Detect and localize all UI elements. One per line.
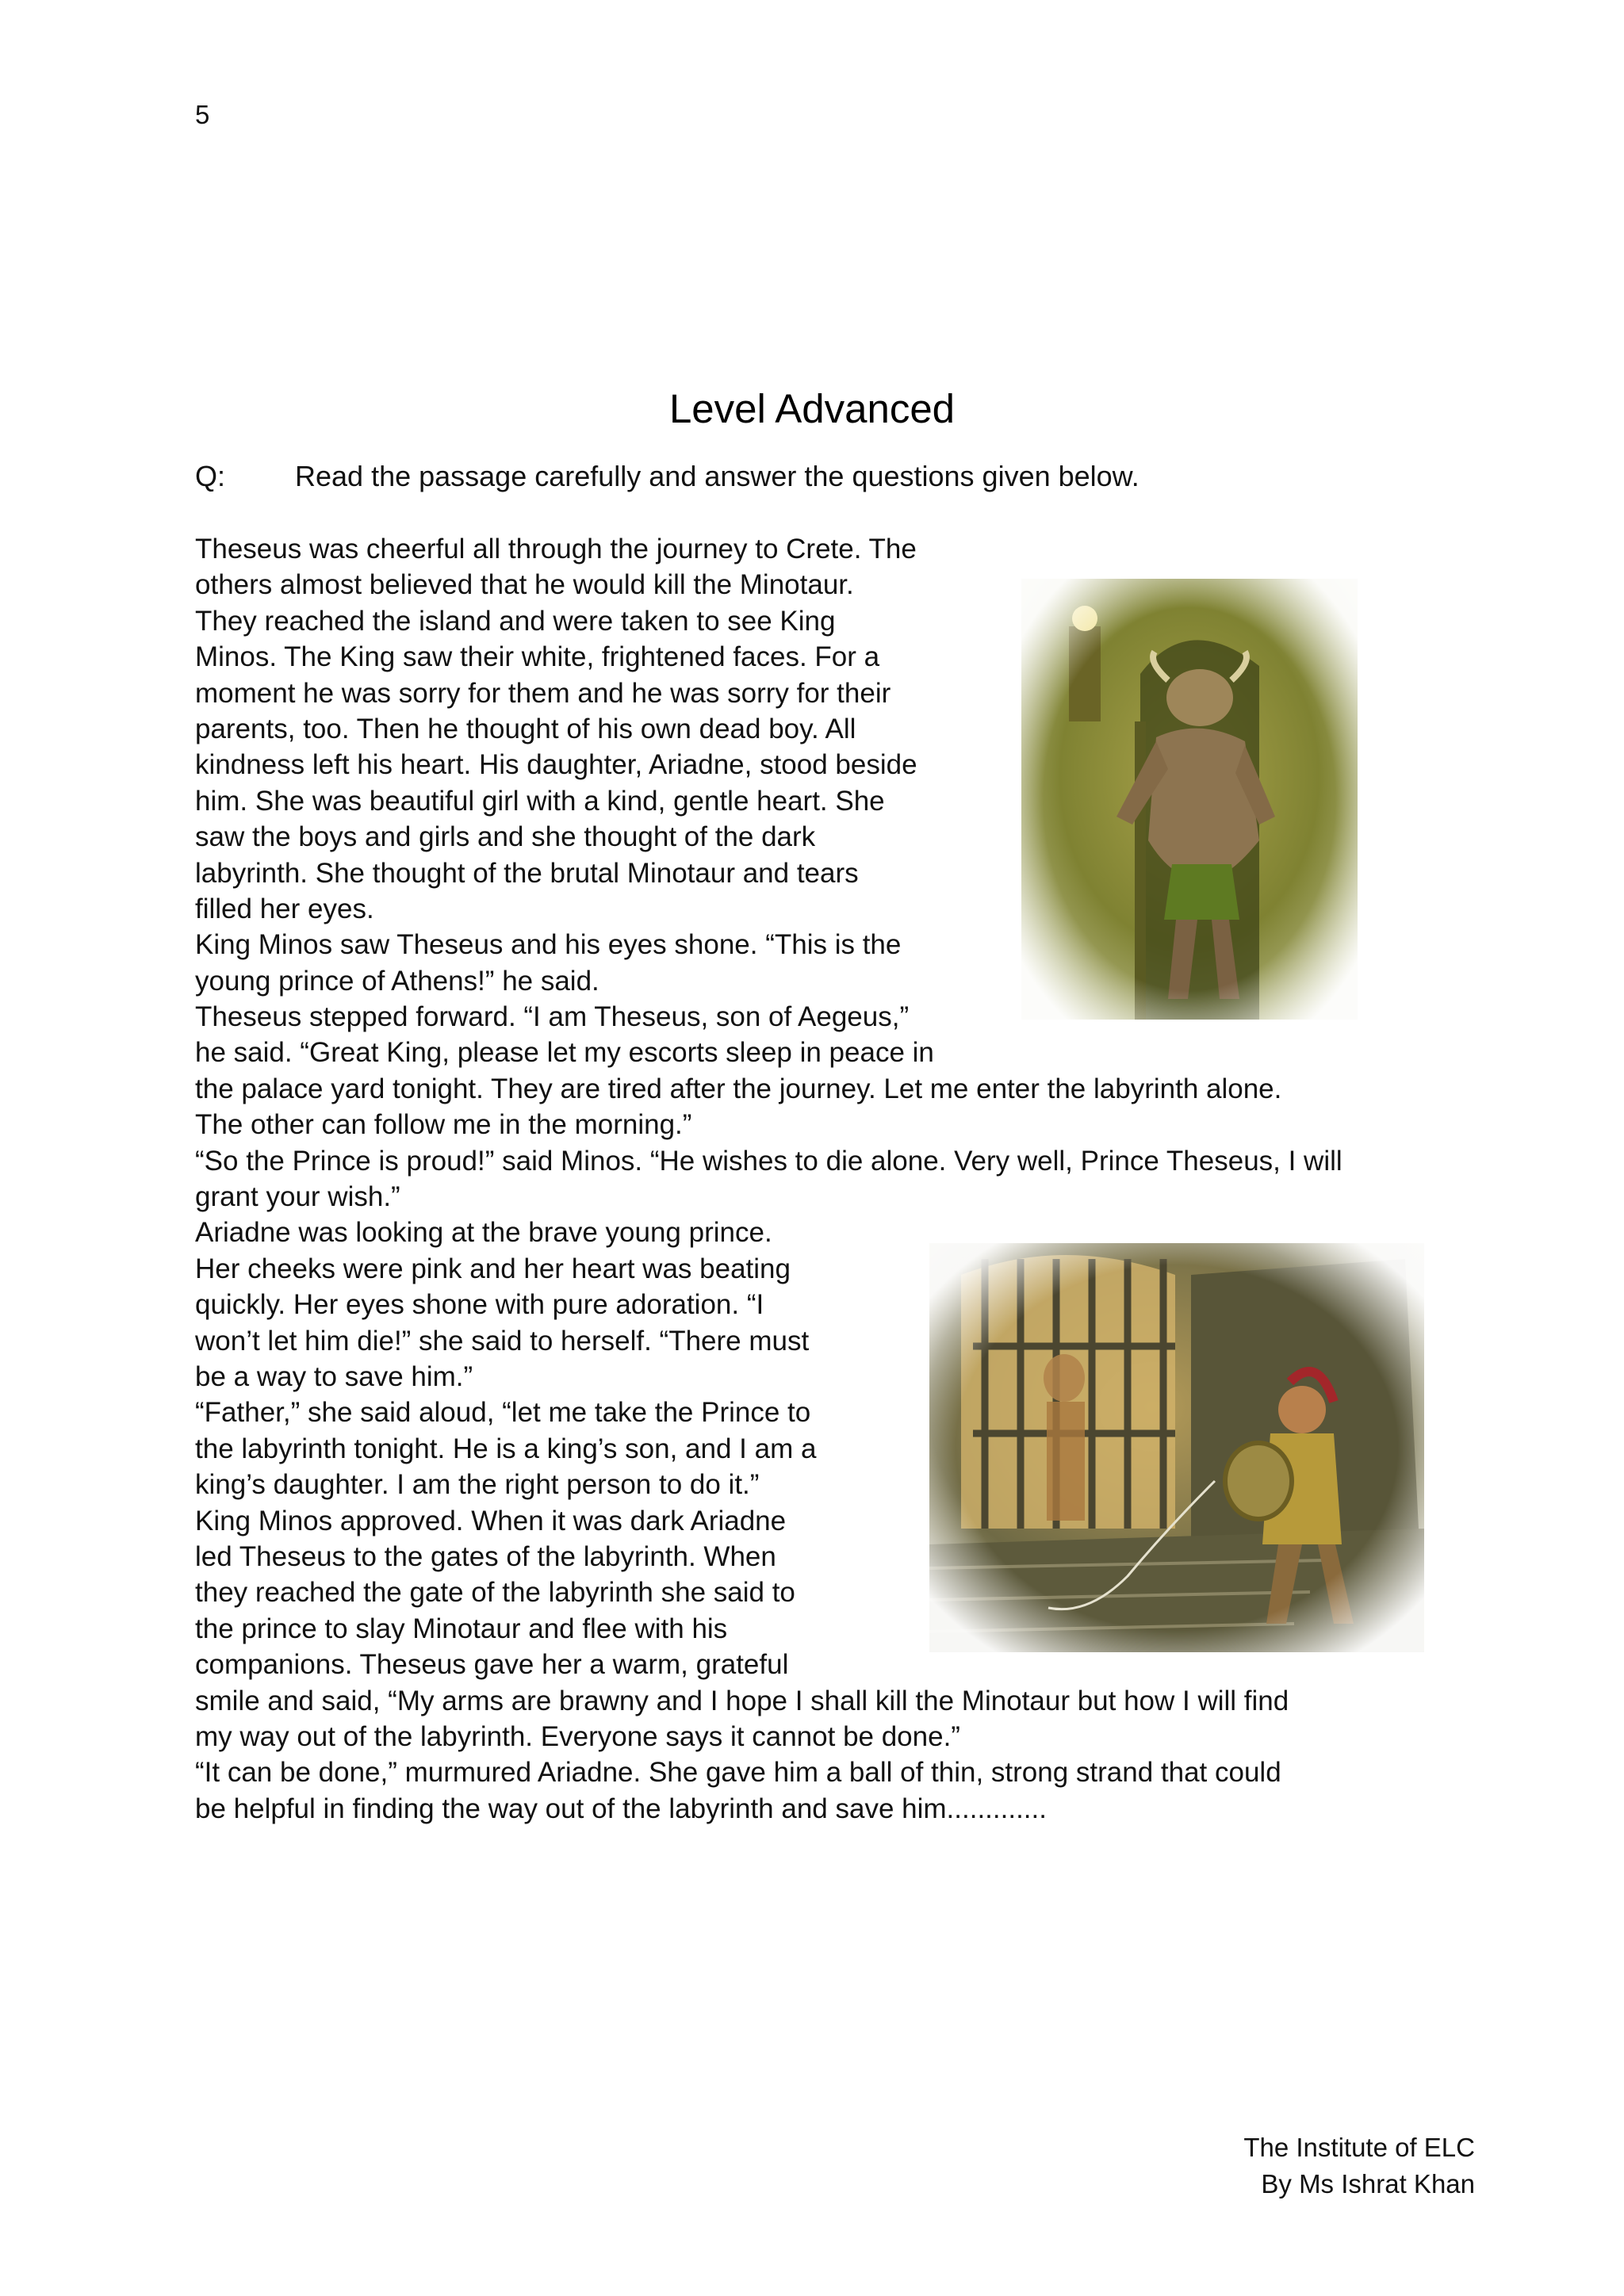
passage-line: kindness left his heart. His daughter, Ariadne, stood beside [195, 749, 917, 781]
passage-line: filled her eyes. [195, 893, 374, 924]
passage-line: Minos. The King saw their white, frightened faces. For a [195, 641, 880, 673]
footer-author: By Ms Ishrat Khan [1261, 2169, 1475, 2198]
passage-line: “It can be done,” murmured Ariadne. She gave him a ball of thin, strong strand that could [195, 1757, 1281, 1789]
minotaur-illustration [1021, 579, 1358, 1020]
passage-line: Ariadne was looking at the brave young prince. [195, 1217, 772, 1249]
footer-institute: The Institute of ELC [1243, 2133, 1475, 2162]
passage-line: labyrinth. She thought of the brutal Minotaur and tears [195, 857, 859, 889]
passage-line: grant your wish.” [195, 1181, 400, 1213]
footer [1243, 2130, 1475, 2202]
passage-line: “Father,” she said aloud, “let me take the Prince to [195, 1397, 811, 1429]
passage-line: King Minos approved. When it was dark Ariadne [195, 1505, 787, 1536]
passage-line: him. She was beautiful girl with a kind, gentle heart. She [195, 785, 885, 817]
question-text: Read the passage carefully and answer the questions given below. [295, 460, 1139, 492]
passage-line: saw the boys and girls and she thought of the dark [195, 821, 816, 853]
passage-line: Theseus was cheerful all through the journey to Crete. The [195, 534, 917, 564]
passage-line: young prince of Athens!” he said. [195, 965, 599, 997]
passage-line: be helpful in finding the way out of the labyrinth and save him............. [195, 1793, 1047, 1824]
passage-line: they reached the gate of the labyrinth she said to [195, 1577, 795, 1609]
passage-line: parents, too. Then he thought of his own dead boy. All [195, 713, 856, 744]
passage-line: They reached the island and were taken to see King [195, 605, 836, 637]
passage-line: my way out of the labyrinth. Everyone says it cannot be done.” [195, 1720, 960, 1752]
passage-line: led Theseus to the gates of the labyrinth. When [195, 1540, 776, 1572]
passage-line: king’s daughter. I am the right person to do it.” [195, 1469, 760, 1501]
passage-line: be a way to save him.” [195, 1360, 473, 1392]
passage-line: Her cheeks were pink and her heart was beating [195, 1253, 791, 1284]
page-title: Level Advanced [668, 386, 956, 431]
passage-line: King Minos saw Theseus and his eyes shone. “This is the [195, 929, 902, 961]
labyrinth-gate-illustration [929, 1243, 1424, 1652]
passage-line: the palace yard tonight. They are tired after the journey. Let me enter the labyrinth alone. [195, 1073, 1282, 1104]
passage-line: he said. “Great King, please let my escorts sleep in peace in [195, 1037, 934, 1069]
passage-line: smile and said, “My arms are brawny and I hope I shall kill the Minotaur but how I will find [195, 1685, 1289, 1716]
question-instruction [195, 460, 1139, 493]
passage-line: the prince to slay Minotaur and flee with his [195, 1613, 728, 1644]
passage-line: “So the Prince is proud!” said Minos. “He wishes to die alone. Very well, Prince Theseus, I will [195, 1145, 1342, 1177]
question-label: Q: [195, 460, 226, 492]
passage-line: moment he was sorry for them and he was sorry for their [195, 677, 891, 709]
passage-line: The other can follow me in the morning.” [195, 1109, 692, 1141]
page-number: 5 [195, 100, 210, 129]
passage-line: won’t let him die!” she said to herself. “There must [195, 1325, 810, 1357]
passage-line: quickly. Her eyes shone with pure adoration. “I [195, 1289, 764, 1321]
passage-line: companions. Theseus gave her a warm, grateful [195, 1649, 789, 1681]
passage-line: Theseus stepped forward. “I am Theseus, son of Aegeus,” [195, 1001, 910, 1033]
passage-line: others almost believed that he would kill the Minotaur. [195, 569, 854, 601]
passage-line: the labyrinth tonight. He is a king’s son, and I am a [195, 1433, 817, 1464]
